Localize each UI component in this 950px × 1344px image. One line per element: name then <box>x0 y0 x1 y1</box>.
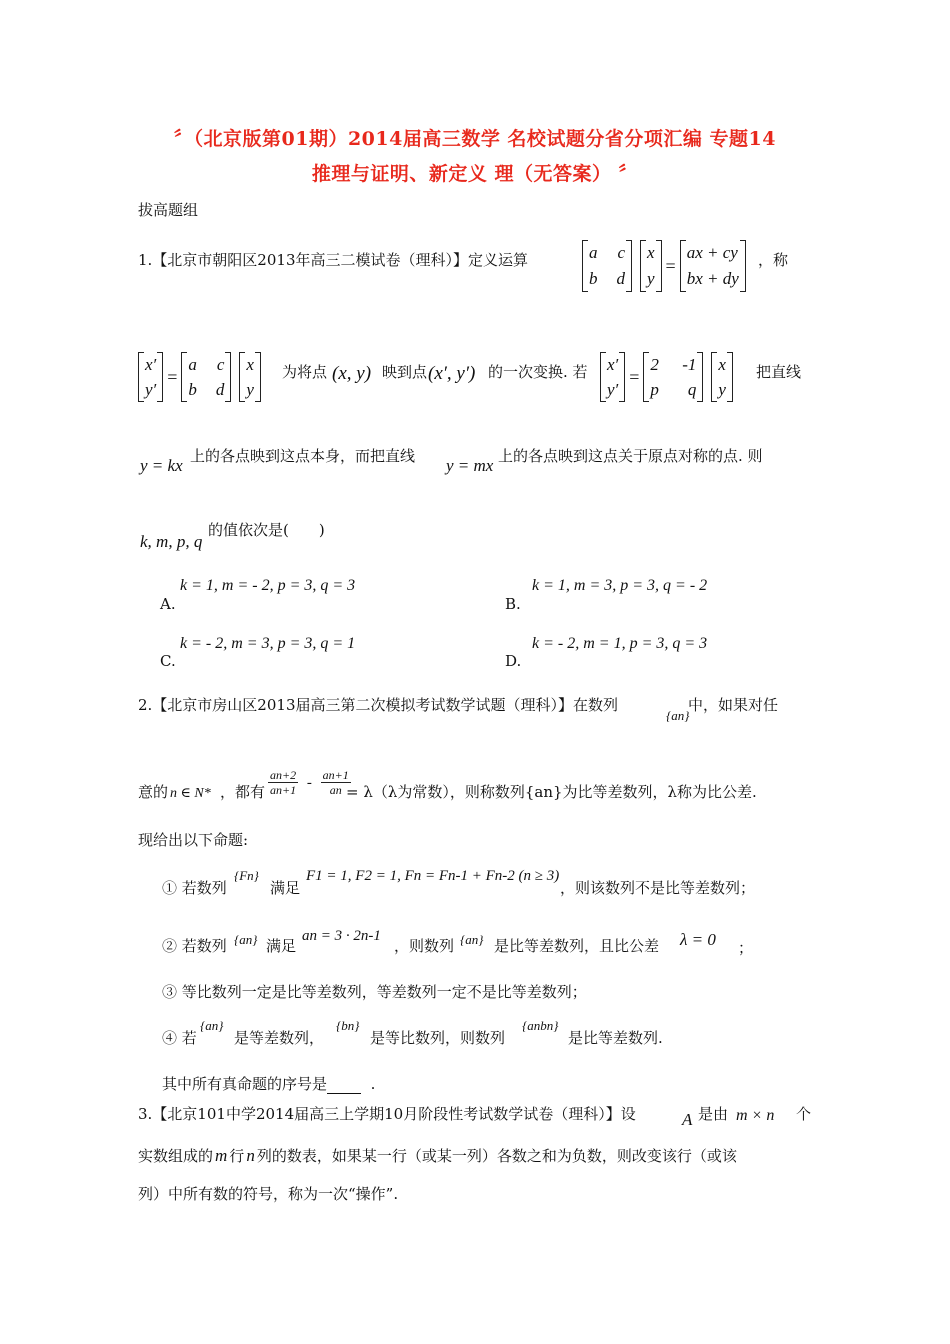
q1-condition-formula: x′ y′ = 2 -1 p q x y <box>600 352 733 402</box>
vector-xy: x y <box>640 240 662 292</box>
q1-vars: k, m, p, q <box>140 532 203 551</box>
q2-lead: 2.【北京市房山区2013届高三第二次模拟考试数学试题（理科）】在数列 <box>138 696 618 714</box>
vector-xy-3: x y <box>711 352 733 402</box>
q3-A: A <box>682 1110 693 1129</box>
q2-prop4-a: ④ 若 <box>162 1029 197 1047</box>
q1-option-a-expr: k = 1, m = - 2, p = 3, q = 3 <box>180 577 356 594</box>
q2-prop4-d: 是比等差数列. <box>568 1029 663 1047</box>
q2-prop2-lambda: λ = 0 <box>680 930 716 949</box>
q1-text-e: 上的各点映到这点本身，而把直线 <box>190 447 416 465</box>
q2-prop2-seq: {an} <box>234 932 258 947</box>
answer-blank <box>327 1079 361 1094</box>
q2-prop2-a: ② 若数列 <box>162 937 227 955</box>
q2-fraction-expr: $\frac{an+2}{an+1}$ - $\frac{an+1}{an}$ <box>270 768 349 797</box>
q3-line2-a: 实数组成的 m 行 n 列的数表，如果某一行（或某一列）各数之和为负数，则改变该行（或该 <box>138 1146 737 1165</box>
q1-point2: (x′, y′) <box>428 363 476 384</box>
q2-prop2-c: ，则数列 <box>394 937 455 955</box>
q2-ask: 其中所有真命题的序号是 . <box>162 1075 376 1093</box>
vector-prime-2: x′ y′ <box>600 352 625 402</box>
q2-line2-b: ，都有 <box>220 783 266 801</box>
q2-prop4-seq1: {an} <box>200 1018 224 1033</box>
q2-prop2-b: 满足 <box>266 937 297 955</box>
vector-result: ax + cy bx + dy <box>680 240 746 292</box>
q3-line1-c: 个 <box>796 1105 812 1123</box>
q2-prop1-b: 满足 <box>270 879 301 897</box>
q3-line3: 列）中所有数的符号，称为一次“操作”. <box>138 1185 399 1203</box>
q2-prop2-seq-2: {an} <box>460 932 484 947</box>
doc-title-line2: 推理与证明、新定义 理（无答案） 〞 <box>311 163 639 185</box>
q2-prop4-seq3: {anbn} <box>522 1018 559 1033</box>
matrix-2-1-pq: 2 -1 p q <box>643 352 703 402</box>
q1-line2-eq: y = mx <box>446 456 494 475</box>
q1-lead-cont: ，称 <box>758 251 789 269</box>
q1-lead: 1.【北京市朝阳区2013年高三二模试卷（理科）】定义运算 <box>138 251 528 269</box>
q1-definition-formula: a c b d x y = ax + cy bx + dy <box>582 240 746 292</box>
q2-prop2-f: ； <box>738 939 754 957</box>
q2-prop4-b: 是等差数列， <box>234 1029 325 1047</box>
q2-prop4-c: 是等比数列，则数列 <box>370 1029 506 1047</box>
q3-line1-a: 3.【北京101中学2014届高三上学期10月阶段性考试数学试卷（理科）】设 <box>138 1105 636 1123</box>
q1-option-b-expr: k = 1, m = 3, p = 3, q = - 2 <box>532 577 708 594</box>
q3-line1-b: 是由 <box>698 1105 729 1123</box>
q2-prop3: ③ 等比数列一定是比等差数列，等差数列一定不是比等差数列； <box>162 983 587 1001</box>
q1-option-b-label: B. <box>505 595 521 613</box>
q2-prop1-c: ，则该数列不是比等差数列； <box>560 879 756 897</box>
q1-line1-eq: y = kx <box>140 456 183 475</box>
q2-prop1-expr: F1 = 1, F2 = 1, Fn = Fn-1 + Fn-2 (n ≥ 3) <box>306 868 560 884</box>
q1-option-d-label: D. <box>505 652 522 670</box>
q1-text-g: 的值依次是( ) <box>208 521 325 539</box>
q1-text-b: 映到点 <box>382 363 428 381</box>
q1-text-d: 把直线 <box>756 363 802 381</box>
q2-lead-end: 中，如果对任 <box>688 696 779 714</box>
q1-transform-formula: x′ y′ = a c b d x y <box>138 352 261 402</box>
q1-option-d-expr: k = - 2, m = 1, p = 3, q = 3 <box>532 635 708 652</box>
q1-option-a-label: A. <box>160 595 176 613</box>
q1-text-c: 的一次变换. 若 <box>488 363 588 381</box>
q1-text-f: 上的各点映到这点关于原点对称的点. 则 <box>498 447 763 465</box>
q2-seq: {an} <box>666 708 690 723</box>
q2-prop1-seq: {Fn} <box>234 868 259 883</box>
q2-prop4-seq2: {bn} <box>336 1018 360 1033</box>
q1-option-c-expr: k = - 2, m = 3, p = 3, q = 1 <box>180 635 356 652</box>
q2-n-in-N: n ∈ N* <box>170 786 211 801</box>
q2-prop2-d: 是比等差数列，且比公差 <box>494 937 660 955</box>
q2-prop2-expr: an = 3 · 2n-1 <box>302 928 381 944</box>
q2-line2-c: = λ（λ为常数），则称数列{an}为比等差数列，λ称为比公差. <box>346 783 757 801</box>
doc-title-line1: 〞（北京版第01期）2014届高三数学 名校试题分省分项汇编 专题14 <box>174 128 776 150</box>
q1-point1: (x, y) <box>332 363 372 384</box>
q2-prop1-a: ① 若数列 <box>162 879 227 897</box>
section-heading: 拔高题组 <box>138 201 199 219</box>
vector-xy-2: x y <box>239 352 261 402</box>
q1-text-a: 为将点 <box>282 363 328 381</box>
matrix-abcd: a c b d <box>582 240 632 292</box>
q2-line2-a: 意的 <box>138 783 169 801</box>
q3-mxn: m × n <box>736 1107 775 1124</box>
q1-option-c-label: C. <box>160 652 176 670</box>
vector-prime: x′ y′ <box>138 352 163 402</box>
matrix-abcd-2: a c b d <box>181 352 231 402</box>
q2-line3: 现给出以下命题: <box>138 831 249 849</box>
